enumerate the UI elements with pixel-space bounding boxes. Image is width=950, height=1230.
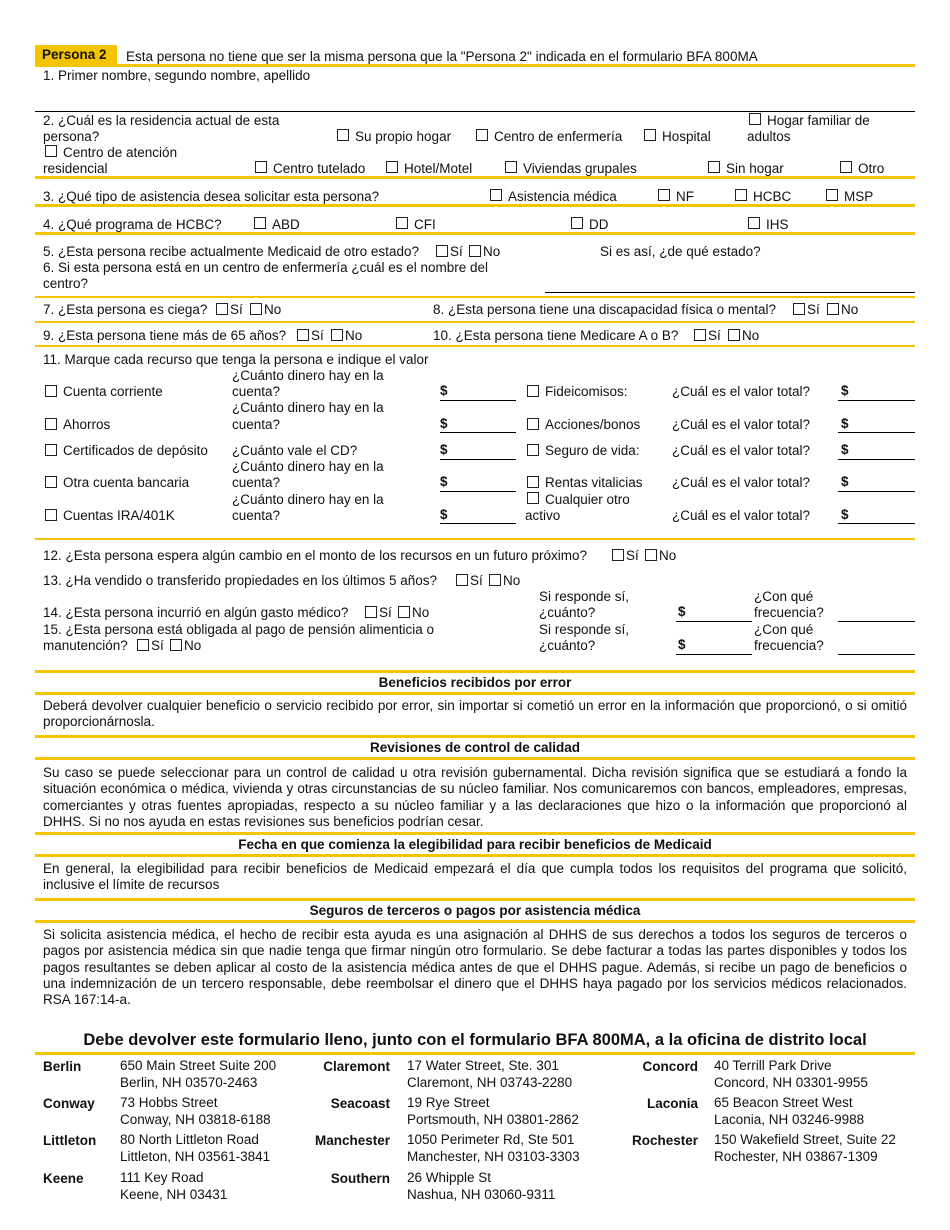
life-insurance-checkbox[interactable]: [527, 444, 539, 456]
group-checkbox[interactable]: [505, 161, 517, 173]
annuities-checkbox[interactable]: [527, 476, 539, 488]
q9-no-checkbox[interactable]: [331, 329, 343, 341]
office-city: Concord: [642, 1059, 698, 1074]
q12-no-label: No: [659, 548, 677, 563]
q7-si-checkbox[interactable]: [216, 303, 228, 315]
q10-si-label: Sí: [708, 328, 721, 343]
q13-no-checkbox[interactable]: [489, 574, 501, 586]
cd-amount-field[interactable]: [440, 459, 516, 460]
dollar-sign: $: [678, 637, 686, 652]
residential-label: Centro de atención: [63, 145, 178, 160]
q15-how-much: ¿cuánto?: [539, 638, 596, 653]
divider: [35, 898, 915, 901]
q7-si-label: Sí: [230, 302, 243, 317]
q14-frequency-field[interactable]: [838, 621, 915, 622]
stocks-question: ¿Cuál es el valor total?: [672, 417, 811, 432]
cfi-label: CFI: [414, 217, 436, 232]
persona-note: Esta persona no tiene que ser la misma persona que la "Persona 2" indicada en el formulario BFA 800MA: [126, 49, 758, 64]
q14-label: 14. ¿Esta persona incurrió en algún gasto médico?: [43, 605, 349, 620]
ihs-label: IHS: [766, 217, 789, 232]
office-city: Seacoast: [330, 1096, 390, 1111]
trusts-question: ¿Cuál es el valor total?: [672, 384, 811, 399]
abd-checkbox[interactable]: [254, 217, 266, 229]
savings-question: cuenta?: [232, 417, 281, 432]
savings-label: Ahorros: [63, 417, 111, 432]
dollar-sign: $: [440, 442, 448, 457]
q9-label: 9. ¿Esta persona tiene más de 65 años?: [43, 328, 287, 343]
medical-assistance-label: Asistencia médica: [508, 189, 617, 204]
q12-si-checkbox[interactable]: [612, 549, 624, 561]
dd-checkbox[interactable]: [571, 217, 583, 229]
homeless-label: Sin hogar: [726, 161, 784, 176]
divider: [35, 920, 915, 923]
q14-amount-field[interactable]: [676, 621, 752, 622]
q12-si-label: Sí: [626, 548, 639, 563]
q14-frequency: ¿Con qué: [754, 589, 814, 604]
q15-no-label: No: [184, 638, 202, 653]
hotel-label: Hotel/Motel: [404, 161, 473, 176]
stocks-checkbox[interactable]: [527, 418, 539, 430]
section-body: Deberá devolver cualquier beneficio o servicio recibido por error, sin importar si cometió un error en la información que proporcionó, o si omitió proporcionárnosla.: [43, 698, 907, 730]
q10-no-label: No: [742, 328, 760, 343]
other-bank-checkbox[interactable]: [45, 476, 57, 488]
medical-assistance-checkbox[interactable]: [490, 189, 502, 201]
checking-label: Cuenta corriente: [63, 384, 163, 399]
q15-no-checkbox[interactable]: [170, 639, 182, 651]
divider: [35, 832, 915, 835]
annuities-question: ¿Cuál es el valor total?: [672, 475, 811, 490]
ira-amount-field[interactable]: [440, 523, 516, 524]
office-address: 150 Wakefield Street, Suite 22 Rochester, NH 03867-1309: [714, 1132, 896, 1164]
ihs-checkbox[interactable]: [748, 217, 760, 229]
q7-label: 7. ¿Esta persona es ciega?: [43, 302, 208, 317]
divider: [35, 64, 915, 67]
q14-how-much: ¿cuánto?: [539, 605, 596, 620]
q14-how-much: Si responde sí,: [539, 589, 630, 604]
office-address: 65 Beacon Street West Laconia, NH 03246-9988: [714, 1095, 865, 1127]
savings-checkbox[interactable]: [45, 418, 57, 430]
office-address: 73 Hobbs Street Conway, NH 03818-6188: [120, 1095, 271, 1127]
dollar-sign: $: [841, 442, 849, 457]
q10-no-checkbox[interactable]: [728, 329, 740, 341]
divider: [35, 670, 915, 673]
ira-checkbox[interactable]: [45, 509, 57, 521]
homeless-checkbox[interactable]: [708, 161, 720, 173]
stocks-amount-field[interactable]: [838, 432, 915, 433]
q11-label: 11. Marque cada recurso que tenga la persona e indique el valor: [43, 352, 429, 367]
other-bank-question: ¿Cuánto dinero hay en la: [232, 459, 384, 474]
checking-question: ¿Cuánto dinero hay en la: [232, 368, 384, 383]
checking-amount-field[interactable]: [440, 400, 516, 401]
q14-no-checkbox[interactable]: [398, 606, 410, 618]
residential-label: residencial: [43, 161, 108, 176]
nf-label: NF: [676, 189, 694, 204]
trusts-checkbox[interactable]: [527, 385, 539, 397]
adult-family-label: adultos: [747, 129, 791, 144]
assisted-checkbox[interactable]: [255, 161, 267, 173]
checking-checkbox[interactable]: [45, 385, 57, 397]
q15-label: manutención?: [43, 638, 128, 653]
q14-si-label: Sí: [379, 605, 392, 620]
q1-label: 1. Primer nombre, segundo nombre, apellido: [43, 68, 311, 83]
other-asset-checkbox[interactable]: [527, 492, 539, 504]
q14-si-checkbox[interactable]: [365, 606, 377, 618]
dollar-sign: $: [440, 507, 448, 522]
dollar-sign: $: [841, 507, 849, 522]
q13-si-label: Sí: [470, 573, 483, 588]
q8-no-checkbox[interactable]: [827, 303, 839, 315]
divider: [35, 757, 915, 760]
dollar-sign: $: [841, 416, 849, 431]
q14-frequency: frecuencia?: [754, 605, 824, 620]
return-note: Debe devolver este formulario lleno, junto con el formulario BFA 800MA, a la oficina de distrito local: [83, 1031, 867, 1049]
cd-label: Certificados de depósito: [63, 443, 208, 458]
q5-no-label: No: [483, 244, 501, 259]
dollar-sign: $: [841, 474, 849, 489]
section-body: Si solicita asistencia médica, el hecho de recibir esta ayuda es una asignación al DHHS de sus derechos a todos los seguros de terceros o pagos por asistencia médica sin que nadie tenga que firmar ningún otro formulario. Se debe facturar a todas las partes disponibles y todos los pagos resultantes se deben aplicar al costo de la asistencia médica antes de que el DHHS pague. Además, si recibe un pago de beneficios o una indemnización de un tercero responsable, debe reembolsar el dinero que el DHHS haya pagado por los servicios médicos relacionados. RSA 167:14-a.: [43, 927, 907, 1008]
own-home-checkbox[interactable]: [337, 129, 349, 141]
other-asset-question: ¿Cuál es el valor total?: [672, 508, 811, 523]
ira-question: cuenta?: [232, 508, 281, 523]
q9-si-label: Sí: [311, 328, 324, 343]
q5-no-checkbox[interactable]: [469, 245, 481, 257]
q9-si-checkbox[interactable]: [297, 329, 309, 341]
office-address: 17 Water Street, Ste. 301 Claremont, NH 03743-2280: [407, 1058, 573, 1090]
q5-si-checkbox[interactable]: [436, 245, 448, 257]
assisted-label: Centro tutelado: [273, 161, 366, 176]
annuities-amount-field[interactable]: [838, 491, 915, 492]
q2-label: persona?: [43, 129, 100, 144]
q15-si-label: Sí: [151, 638, 164, 653]
q7-no-label: No: [264, 302, 282, 317]
q13-label: 13. ¿Ha vendido o transferido propiedades en los últimos 5 años?: [43, 573, 437, 588]
q5-state-label: Si es así, ¿de qué estado?: [600, 244, 761, 259]
office-city: Laconia: [646, 1096, 698, 1111]
other-label: Otro: [858, 161, 885, 176]
q15-amount-field[interactable]: [676, 654, 752, 655]
q5-label: 5. ¿Esta persona recibe actualmente Medicaid de otro estado?: [43, 244, 419, 259]
section-title: Fecha en que comienza la elegibilidad para recibir beneficios de Medicaid: [238, 837, 712, 852]
q12-no-checkbox[interactable]: [645, 549, 657, 561]
q5-si-label: Sí: [450, 244, 463, 259]
nursing-checkbox[interactable]: [476, 129, 488, 141]
section-title: Revisiones de control de calidad: [369, 740, 581, 755]
q15-how-much: Si responde sí,: [539, 622, 630, 637]
office-address: 40 Terrill Park Drive Concord, NH 03301-9955: [714, 1058, 868, 1090]
section-title: Seguros de terceros o pagos por asistencia médica: [309, 903, 641, 918]
divider: [35, 232, 915, 235]
hospital-label: Hospital: [662, 129, 711, 144]
q6-label: 6. Si esta persona está en un centro de enfermería ¿cuál es el nombre del: [43, 260, 489, 275]
q9-no-label: No: [345, 328, 363, 343]
q6-center-field[interactable]: [545, 292, 915, 293]
q8-si-label: Sí: [807, 302, 820, 317]
adult-family-checkbox[interactable]: [749, 113, 761, 125]
hotel-checkbox[interactable]: [386, 161, 398, 173]
dollar-sign: $: [440, 416, 448, 431]
divider: [35, 735, 915, 738]
q15-frequency: ¿Con qué: [754, 622, 814, 637]
q14-no-label: No: [412, 605, 430, 620]
ira-question: ¿Cuánto dinero hay en la: [232, 492, 384, 507]
other-asset-amount-field[interactable]: [838, 523, 915, 524]
q13-no-label: No: [503, 573, 521, 588]
q8-no-label: No: [841, 302, 859, 317]
life-insurance-question: ¿Cuál es el valor total?: [672, 443, 811, 458]
trusts-amount-field[interactable]: [838, 400, 915, 401]
stocks-label: Acciones/bonos: [545, 417, 641, 432]
divider: [35, 321, 915, 323]
checking-question: cuenta?: [232, 384, 281, 399]
dd-label: DD: [589, 217, 609, 232]
other-asset-label: activo: [525, 508, 561, 523]
dollar-sign: $: [841, 383, 849, 398]
annuities-label: Rentas vitalicias: [545, 475, 643, 490]
q12-label: 12. ¿Esta persona espera algún cambio en el monto de los recursos en un futuro próximo?: [43, 548, 588, 563]
trusts-label: Fideicomisos:: [545, 384, 628, 399]
office-city: Keene: [43, 1171, 84, 1186]
q2-label: 2. ¿Cuál es la residencia actual de esta: [43, 113, 280, 128]
dollar-sign: $: [440, 383, 448, 398]
q1-name-field[interactable]: [35, 111, 915, 112]
nursing-label: Centro de enfermería: [494, 129, 623, 144]
msp-checkbox[interactable]: [826, 189, 838, 201]
q10-label: 10. ¿Esta persona tiene Medicare A o B?: [433, 328, 679, 343]
divider: [35, 176, 915, 179]
divider: [35, 538, 915, 540]
office-address: 26 Whipple St Nashua, NH 03060-9311: [407, 1170, 556, 1202]
ira-label: Cuentas IRA/401K: [63, 508, 175, 523]
office-city: Manchester: [314, 1133, 390, 1148]
divider: [35, 1052, 915, 1055]
office-address: 80 North Littleton Road Littleton, NH 03561-3841: [120, 1132, 271, 1164]
q8-label: 8. ¿Esta persona tiene una discapacidad física o mental?: [433, 302, 776, 317]
life-insurance-amount-field[interactable]: [838, 459, 915, 460]
office-city: Southern: [330, 1171, 390, 1186]
divider: [35, 692, 915, 695]
hcbc-label: HCBC: [753, 189, 792, 204]
office-city: Claremont: [323, 1059, 390, 1074]
divider: [35, 204, 915, 207]
q15-label: 15. ¿Esta persona está obligada al pago de pensión alimenticia o: [43, 622, 435, 637]
other-asset-label: Cualquier otro: [545, 492, 630, 507]
q15-si-checkbox[interactable]: [137, 639, 149, 651]
q8-si-checkbox[interactable]: [793, 303, 805, 315]
other-bank-amount-field[interactable]: [440, 491, 516, 492]
adult-family-label: Hogar familiar de: [767, 113, 870, 128]
savings-question: ¿Cuánto dinero hay en la: [232, 400, 384, 415]
other-bank-label: Otra cuenta bancaria: [63, 475, 190, 490]
q10-si-checkbox[interactable]: [694, 329, 706, 341]
q15-frequency: frecuencia?: [754, 638, 824, 653]
q13-si-checkbox[interactable]: [456, 574, 468, 586]
dollar-sign: $: [440, 474, 448, 489]
q15-frequency-field[interactable]: [838, 654, 915, 655]
divider: [35, 296, 915, 298]
cfi-checkbox[interactable]: [396, 217, 408, 229]
hcbc-checkbox[interactable]: [735, 189, 747, 201]
office-address: 19 Rye Street Portsmouth, NH 03801-2862: [407, 1095, 579, 1127]
office-address: 111 Key Road Keene, NH 03431: [120, 1170, 228, 1202]
dollar-sign: $: [678, 604, 686, 619]
office-address: 1050 Perimeter Rd, Ste 501 Manchester, NH 03103-3303: [407, 1132, 580, 1164]
other-checkbox[interactable]: [840, 161, 852, 173]
q6-label: centro?: [43, 276, 89, 291]
office-city: Berlin: [43, 1059, 82, 1074]
section-body: En general, la elegibilidad para recibir beneficios de Medicaid empezará el día que cumpla todos los requisitos del programa que solicitó, inclusive el límite de recursos: [43, 861, 907, 893]
divider: [35, 854, 915, 857]
cd-question: ¿Cuánto vale el CD?: [232, 443, 358, 458]
q3-label: 3. ¿Qué tipo de asistencia desea solicitar esta persona?: [43, 189, 380, 204]
life-insurance-label: Seguro de vida:: [545, 443, 640, 458]
q7-no-checkbox[interactable]: [250, 303, 262, 315]
hospital-checkbox[interactable]: [644, 129, 656, 141]
section-title: Beneficios recibidos por error: [378, 675, 572, 690]
section-body: Su caso se puede seleccionar para un control de calidad u otra revisión gubernamental. Dicha revisión significa que se estudiará a fondo la situación económica o médica, vivienda y otras circunstancias de su núcleo familiar. Nos comunicaremos con bancos, empleadores, empresas, comerciantes y otras fuentes apropiadas, respecto a su núcleo familiar y a las declaraciones que hizo o la información que proporcionó al DHHS. Si no nos ayuda en estas revisiones sus beneficios podrían cesar.: [43, 765, 907, 829]
office-address: 650 Main Street Suite 200 Berlin, NH 03570-2463: [120, 1058, 277, 1090]
own-home-label: Su propio hogar: [355, 129, 452, 144]
cd-checkbox[interactable]: [45, 444, 57, 456]
q4-label: 4. ¿Qué programa de HCBC?: [43, 217, 222, 232]
office-city: Littleton: [43, 1133, 97, 1148]
divider: [35, 345, 915, 347]
group-label: Viviendas grupales: [523, 161, 637, 176]
persona-badge: Persona 2: [35, 45, 117, 65]
msp-label: MSP: [844, 189, 874, 204]
office-city: Rochester: [631, 1133, 698, 1148]
other-bank-question: cuenta?: [232, 475, 281, 490]
office-city: Conway: [43, 1096, 95, 1111]
nf-checkbox[interactable]: [658, 189, 670, 201]
residential-checkbox[interactable]: [45, 145, 57, 157]
abd-label: ABD: [272, 217, 300, 232]
savings-amount-field[interactable]: [440, 432, 516, 433]
